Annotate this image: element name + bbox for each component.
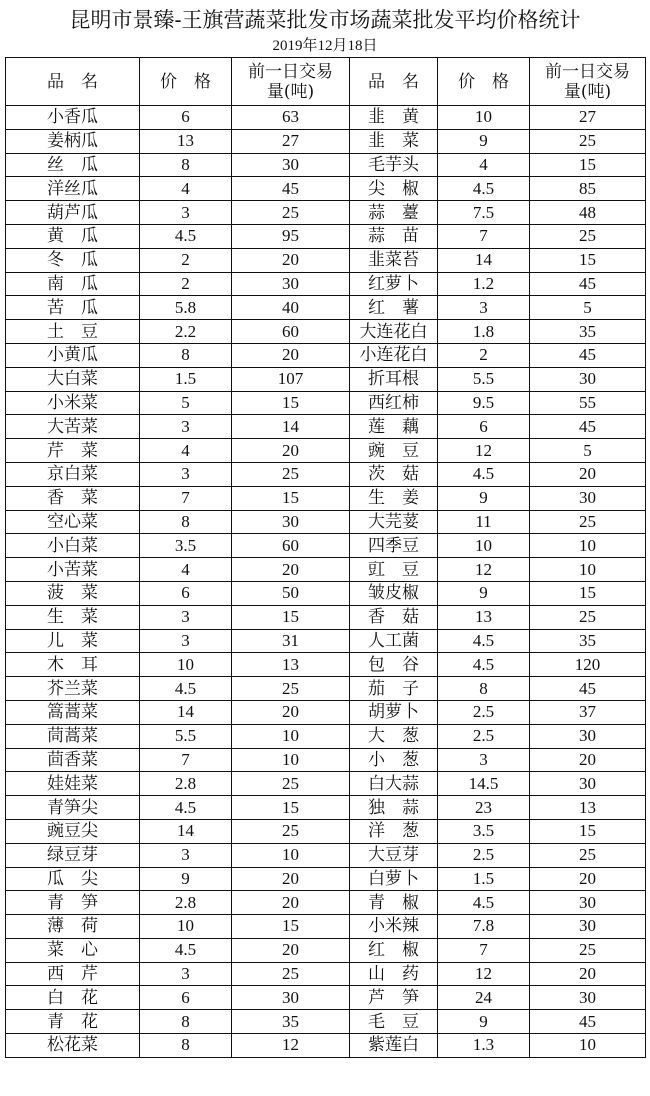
item-price-cell: 23 bbox=[438, 796, 530, 820]
item-volume-cell: 35 bbox=[530, 320, 646, 344]
item-price-cell: 14 bbox=[438, 248, 530, 272]
header-name-right: 品 名 bbox=[350, 58, 438, 106]
item-price-cell: 3 bbox=[140, 415, 232, 439]
item-volume-cell: 15 bbox=[530, 248, 646, 272]
item-name-cell: 毛芋头 bbox=[350, 153, 438, 177]
item-volume-cell: 15 bbox=[232, 605, 350, 629]
item-price-cell: 10 bbox=[438, 534, 530, 558]
item-name-cell: 丝 瓜 bbox=[6, 153, 140, 177]
item-volume-cell: 25 bbox=[232, 962, 350, 986]
item-volume-cell: 15 bbox=[232, 796, 350, 820]
item-name-cell: 青 花 bbox=[6, 1010, 140, 1034]
item-price-cell: 4.5 bbox=[140, 938, 232, 962]
item-name-cell: 莲 藕 bbox=[350, 415, 438, 439]
item-price-cell: 1.8 bbox=[438, 320, 530, 344]
item-name-cell: 小白菜 bbox=[6, 534, 140, 558]
item-name-cell: 葫芦瓜 bbox=[6, 201, 140, 225]
item-volume-cell: 60 bbox=[232, 320, 350, 344]
table-row bbox=[6, 724, 646, 748]
table-row bbox=[6, 415, 646, 439]
item-volume-cell: 45 bbox=[530, 272, 646, 296]
item-volume-cell: 15 bbox=[530, 581, 646, 605]
item-price-cell: 2 bbox=[140, 248, 232, 272]
item-name-cell: 皱皮椒 bbox=[350, 581, 438, 605]
header-price-left: 价 格 bbox=[140, 58, 232, 106]
table-row bbox=[6, 296, 646, 320]
table-row bbox=[6, 177, 646, 201]
table-row bbox=[6, 819, 646, 843]
item-price-cell: 2.5 bbox=[438, 724, 530, 748]
table-row bbox=[6, 986, 646, 1010]
item-price-cell: 24 bbox=[438, 986, 530, 1010]
item-price-cell: 9.5 bbox=[438, 391, 530, 415]
item-volume-cell: 25 bbox=[232, 677, 350, 701]
item-volume-cell: 45 bbox=[232, 177, 350, 201]
item-volume-cell: 20 bbox=[232, 867, 350, 891]
item-name-cell: 南 瓜 bbox=[6, 272, 140, 296]
table-row bbox=[6, 106, 646, 130]
item-volume-cell: 15 bbox=[232, 486, 350, 510]
item-volume-cell: 10 bbox=[232, 724, 350, 748]
item-name-cell: 红萝卜 bbox=[350, 272, 438, 296]
table-row bbox=[6, 605, 646, 629]
item-volume-cell: 20 bbox=[232, 343, 350, 367]
item-volume-cell: 35 bbox=[530, 629, 646, 653]
item-price-cell: 10 bbox=[140, 915, 232, 939]
item-name-cell: 苦 瓜 bbox=[6, 296, 140, 320]
item-volume-cell: 20 bbox=[232, 439, 350, 463]
item-volume-cell: 25 bbox=[530, 510, 646, 534]
item-name-cell: 茼蒿菜 bbox=[6, 724, 140, 748]
table-row bbox=[6, 891, 646, 915]
item-name-cell: 香 菇 bbox=[350, 605, 438, 629]
item-volume-cell: 45 bbox=[530, 343, 646, 367]
price-table bbox=[5, 57, 646, 1058]
item-volume-cell: 10 bbox=[530, 534, 646, 558]
item-price-cell: 4.5 bbox=[140, 796, 232, 820]
table-row bbox=[6, 653, 646, 677]
item-price-cell: 12 bbox=[438, 558, 530, 582]
item-name-cell: 娃娃菜 bbox=[6, 772, 140, 796]
item-volume-cell: 25 bbox=[530, 605, 646, 629]
item-volume-cell: 15 bbox=[232, 391, 350, 415]
item-price-cell: 6 bbox=[140, 581, 232, 605]
item-name-cell: 茨 菇 bbox=[350, 462, 438, 486]
item-name-cell: 木 耳 bbox=[6, 653, 140, 677]
table-row bbox=[6, 867, 646, 891]
item-name-cell: 青 椒 bbox=[350, 891, 438, 915]
item-price-cell: 4.5 bbox=[438, 462, 530, 486]
item-volume-cell: 25 bbox=[530, 843, 646, 867]
item-name-cell: 空心菜 bbox=[6, 510, 140, 534]
item-volume-cell: 30 bbox=[530, 724, 646, 748]
item-volume-cell: 35 bbox=[232, 1010, 350, 1034]
item-price-cell: 3 bbox=[438, 748, 530, 772]
item-price-cell: 3 bbox=[140, 962, 232, 986]
item-price-cell: 14.5 bbox=[438, 772, 530, 796]
item-price-cell: 4 bbox=[140, 177, 232, 201]
item-volume-cell: 25 bbox=[530, 938, 646, 962]
table-row bbox=[6, 153, 646, 177]
item-volume-cell: 25 bbox=[232, 201, 350, 225]
item-volume-cell: 95 bbox=[232, 224, 350, 248]
item-price-cell: 4 bbox=[438, 153, 530, 177]
item-volume-cell: 85 bbox=[530, 177, 646, 201]
table-row bbox=[6, 248, 646, 272]
item-name-cell: 豌豆尖 bbox=[6, 819, 140, 843]
item-price-cell: 4.5 bbox=[438, 653, 530, 677]
table-row bbox=[6, 129, 646, 153]
table-row bbox=[6, 462, 646, 486]
table-row bbox=[6, 938, 646, 962]
item-price-cell: 9 bbox=[140, 867, 232, 891]
table-row bbox=[6, 748, 646, 772]
item-volume-cell: 30 bbox=[232, 272, 350, 296]
item-volume-cell: 37 bbox=[530, 700, 646, 724]
item-price-cell: 5.8 bbox=[140, 296, 232, 320]
table-row bbox=[6, 534, 646, 558]
item-volume-cell: 31 bbox=[232, 629, 350, 653]
item-price-cell: 9 bbox=[438, 129, 530, 153]
item-volume-cell: 20 bbox=[530, 962, 646, 986]
item-price-cell: 5.5 bbox=[140, 724, 232, 748]
item-volume-cell: 10 bbox=[232, 843, 350, 867]
item-price-cell: 3 bbox=[140, 201, 232, 225]
item-price-cell: 4 bbox=[140, 558, 232, 582]
item-name-cell: 白大蒜 bbox=[350, 772, 438, 796]
item-price-cell: 2.5 bbox=[438, 843, 530, 867]
item-price-cell: 4.5 bbox=[140, 677, 232, 701]
item-price-cell: 14 bbox=[140, 819, 232, 843]
item-name-cell: 包 谷 bbox=[350, 653, 438, 677]
item-name-cell: 小香瓜 bbox=[6, 106, 140, 130]
item-volume-cell: 15 bbox=[530, 819, 646, 843]
item-volume-cell: 14 bbox=[232, 415, 350, 439]
item-name-cell: 黄 瓜 bbox=[6, 224, 140, 248]
table-row bbox=[6, 677, 646, 701]
table-row bbox=[6, 796, 646, 820]
item-price-cell: 4.5 bbox=[438, 891, 530, 915]
item-price-cell: 9 bbox=[438, 1010, 530, 1034]
item-name-cell: 篙蒿菜 bbox=[6, 700, 140, 724]
item-name-cell: 菜 心 bbox=[6, 938, 140, 962]
item-price-cell: 4.5 bbox=[438, 177, 530, 201]
item-volume-cell: 40 bbox=[232, 296, 350, 320]
item-name-cell: 茴香菜 bbox=[6, 748, 140, 772]
item-price-cell: 2.8 bbox=[140, 772, 232, 796]
item-volume-cell: 30 bbox=[530, 486, 646, 510]
item-volume-cell: 12 bbox=[232, 1034, 350, 1058]
item-price-cell: 2.2 bbox=[140, 320, 232, 344]
item-price-cell: 2 bbox=[140, 272, 232, 296]
item-volume-cell: 107 bbox=[232, 367, 350, 391]
item-name-cell: 大苦菜 bbox=[6, 415, 140, 439]
item-name-cell: 茄 子 bbox=[350, 677, 438, 701]
item-name-cell: 小 葱 bbox=[350, 748, 438, 772]
item-name-cell: 白萝卜 bbox=[350, 867, 438, 891]
item-price-cell: 3 bbox=[140, 629, 232, 653]
item-price-cell: 2.8 bbox=[140, 891, 232, 915]
item-price-cell: 8 bbox=[140, 153, 232, 177]
item-price-cell: 4.5 bbox=[438, 629, 530, 653]
item-name-cell: 蒜 薹 bbox=[350, 201, 438, 225]
item-name-cell: 大 葱 bbox=[350, 724, 438, 748]
item-volume-cell: 30 bbox=[232, 510, 350, 534]
item-name-cell: 芹 菜 bbox=[6, 439, 140, 463]
item-price-cell: 8 bbox=[140, 1034, 232, 1058]
item-name-cell: 折耳根 bbox=[350, 367, 438, 391]
item-volume-cell: 120 bbox=[530, 653, 646, 677]
item-price-cell: 3 bbox=[140, 843, 232, 867]
item-volume-cell: 30 bbox=[530, 986, 646, 1010]
item-name-cell: 小连花白 bbox=[350, 343, 438, 367]
item-name-cell: 独 蒜 bbox=[350, 796, 438, 820]
item-volume-cell: 25 bbox=[232, 462, 350, 486]
table-row bbox=[6, 915, 646, 939]
item-price-cell: 1.2 bbox=[438, 272, 530, 296]
item-name-cell: 毛 豆 bbox=[350, 1010, 438, 1034]
item-volume-cell: 30 bbox=[530, 772, 646, 796]
item-volume-cell: 30 bbox=[530, 891, 646, 915]
item-name-cell: 白 花 bbox=[6, 986, 140, 1010]
item-price-cell: 4.5 bbox=[140, 224, 232, 248]
item-price-cell: 9 bbox=[438, 486, 530, 510]
item-price-cell: 8 bbox=[140, 343, 232, 367]
table-row bbox=[6, 391, 646, 415]
item-name-cell: 四季豆 bbox=[350, 534, 438, 558]
table-row bbox=[6, 272, 646, 296]
item-volume-cell: 55 bbox=[530, 391, 646, 415]
table-row bbox=[6, 962, 646, 986]
item-name-cell: 尖 椒 bbox=[350, 177, 438, 201]
page-title: 昆明市景臻-王旗营蔬菜批发市场蔬菜批发平均价格统计 bbox=[69, 8, 581, 32]
item-price-cell: 6 bbox=[140, 986, 232, 1010]
item-volume-cell: 20 bbox=[232, 248, 350, 272]
item-name-cell: 瓜 尖 bbox=[6, 867, 140, 891]
table-row bbox=[6, 367, 646, 391]
item-name-cell: 韭菜苔 bbox=[350, 248, 438, 272]
item-volume-cell: 10 bbox=[232, 748, 350, 772]
item-name-cell: 小苦菜 bbox=[6, 558, 140, 582]
item-volume-cell: 25 bbox=[232, 772, 350, 796]
item-name-cell: 姜柄瓜 bbox=[6, 129, 140, 153]
item-volume-cell: 20 bbox=[232, 558, 350, 582]
item-name-cell: 青笋尖 bbox=[6, 796, 140, 820]
item-volume-cell: 13 bbox=[232, 653, 350, 677]
item-volume-cell: 20 bbox=[530, 462, 646, 486]
item-name-cell: 生 菜 bbox=[6, 605, 140, 629]
item-volume-cell: 10 bbox=[530, 1034, 646, 1058]
item-price-cell: 5 bbox=[140, 391, 232, 415]
item-volume-cell: 27 bbox=[530, 106, 646, 130]
item-volume-cell: 45 bbox=[530, 1010, 646, 1034]
table-row bbox=[6, 1034, 646, 1058]
item-price-cell: 12 bbox=[438, 439, 530, 463]
item-name-cell: 小黄瓜 bbox=[6, 343, 140, 367]
item-price-cell: 14 bbox=[140, 700, 232, 724]
item-price-cell: 3.5 bbox=[438, 819, 530, 843]
item-name-cell: 西 芹 bbox=[6, 962, 140, 986]
item-price-cell: 9 bbox=[438, 581, 530, 605]
item-name-cell: 胡萝卜 bbox=[350, 700, 438, 724]
item-price-cell: 4 bbox=[140, 439, 232, 463]
item-name-cell: 大白菜 bbox=[6, 367, 140, 391]
item-volume-cell: 27 bbox=[232, 129, 350, 153]
item-price-cell: 5.5 bbox=[438, 367, 530, 391]
item-price-cell: 3 bbox=[438, 296, 530, 320]
table-row bbox=[6, 343, 646, 367]
item-price-cell: 6 bbox=[140, 106, 232, 130]
report-date: 2019年12月18日 bbox=[272, 38, 378, 54]
item-price-cell: 10 bbox=[140, 653, 232, 677]
item-name-cell: 西红柿 bbox=[350, 391, 438, 415]
item-volume-cell: 30 bbox=[232, 153, 350, 177]
item-name-cell: 生 姜 bbox=[350, 486, 438, 510]
item-name-cell: 大豆芽 bbox=[350, 843, 438, 867]
item-volume-cell: 20 bbox=[530, 748, 646, 772]
table-row bbox=[6, 320, 646, 344]
item-price-cell: 7 bbox=[438, 224, 530, 248]
item-name-cell: 香 菜 bbox=[6, 486, 140, 510]
item-volume-cell: 30 bbox=[232, 986, 350, 1010]
item-volume-cell: 25 bbox=[232, 819, 350, 843]
item-price-cell: 7.8 bbox=[438, 915, 530, 939]
item-price-cell: 11 bbox=[438, 510, 530, 534]
item-price-cell: 13 bbox=[438, 605, 530, 629]
item-price-cell: 8 bbox=[140, 1010, 232, 1034]
item-name-cell: 青 笋 bbox=[6, 891, 140, 915]
table-row bbox=[6, 224, 646, 248]
item-price-cell: 1.5 bbox=[438, 867, 530, 891]
item-volume-cell: 30 bbox=[530, 915, 646, 939]
header-volume-left: 前一日交易 量(吨) bbox=[232, 58, 350, 106]
table-row bbox=[6, 1010, 646, 1034]
item-volume-cell: 20 bbox=[232, 938, 350, 962]
item-name-cell: 大连花白 bbox=[350, 320, 438, 344]
item-volume-cell: 50 bbox=[232, 581, 350, 605]
item-name-cell: 儿 菜 bbox=[6, 629, 140, 653]
item-name-cell: 红 薯 bbox=[350, 296, 438, 320]
item-price-cell: 8 bbox=[140, 510, 232, 534]
item-name-cell: 小米辣 bbox=[350, 915, 438, 939]
item-name-cell: 洋 葱 bbox=[350, 819, 438, 843]
item-name-cell: 芥兰菜 bbox=[6, 677, 140, 701]
item-volume-cell: 63 bbox=[232, 106, 350, 130]
item-volume-cell: 48 bbox=[530, 201, 646, 225]
item-name-cell: 松花菜 bbox=[6, 1034, 140, 1058]
item-price-cell: 3 bbox=[140, 605, 232, 629]
table-row bbox=[6, 510, 646, 534]
item-price-cell: 7 bbox=[438, 938, 530, 962]
item-volume-cell: 15 bbox=[530, 153, 646, 177]
item-price-cell: 7 bbox=[140, 748, 232, 772]
item-name-cell: 豇 豆 bbox=[350, 558, 438, 582]
item-name-cell: 冬 瓜 bbox=[6, 248, 140, 272]
item-name-cell: 芦 笋 bbox=[350, 986, 438, 1010]
item-name-cell: 人工菌 bbox=[350, 629, 438, 653]
item-price-cell: 6 bbox=[438, 415, 530, 439]
item-price-cell: 1.3 bbox=[438, 1034, 530, 1058]
item-volume-cell: 5 bbox=[530, 439, 646, 463]
item-name-cell: 红 椒 bbox=[350, 938, 438, 962]
item-name-cell: 韭 黄 bbox=[350, 106, 438, 130]
table-row bbox=[6, 772, 646, 796]
header-volume-right: 前一日交易 量(吨) bbox=[530, 58, 646, 106]
item-name-cell: 韭 菜 bbox=[350, 129, 438, 153]
item-name-cell: 土 豆 bbox=[6, 320, 140, 344]
item-name-cell: 豌 豆 bbox=[350, 439, 438, 463]
table-row bbox=[6, 558, 646, 582]
item-price-cell: 8 bbox=[438, 677, 530, 701]
item-name-cell: 紫莲白 bbox=[350, 1034, 438, 1058]
item-price-cell: 12 bbox=[438, 962, 530, 986]
item-name-cell: 大芫荽 bbox=[350, 510, 438, 534]
item-volume-cell: 5 bbox=[530, 296, 646, 320]
item-price-cell: 3.5 bbox=[140, 534, 232, 558]
table-row bbox=[6, 201, 646, 225]
item-price-cell: 3 bbox=[140, 462, 232, 486]
item-volume-cell: 25 bbox=[530, 129, 646, 153]
item-volume-cell: 15 bbox=[232, 915, 350, 939]
table-row bbox=[6, 581, 646, 605]
item-name-cell: 洋丝瓜 bbox=[6, 177, 140, 201]
header-name-left: 品 名 bbox=[6, 58, 140, 106]
item-price-cell: 2.5 bbox=[438, 700, 530, 724]
table-row bbox=[6, 843, 646, 867]
item-price-cell: 2 bbox=[438, 343, 530, 367]
item-price-cell: 13 bbox=[140, 129, 232, 153]
item-price-cell: 10 bbox=[438, 106, 530, 130]
item-name-cell: 菠 菜 bbox=[6, 581, 140, 605]
item-volume-cell: 20 bbox=[232, 700, 350, 724]
item-name-cell: 薄 荷 bbox=[6, 915, 140, 939]
table-header-row bbox=[6, 58, 646, 106]
item-volume-cell: 25 bbox=[530, 224, 646, 248]
item-volume-cell: 13 bbox=[530, 796, 646, 820]
table-body bbox=[6, 106, 646, 1058]
table-row bbox=[6, 439, 646, 463]
item-volume-cell: 45 bbox=[530, 677, 646, 701]
item-price-cell: 7.5 bbox=[438, 201, 530, 225]
item-name-cell: 京白菜 bbox=[6, 462, 140, 486]
item-price-cell: 1.5 bbox=[140, 367, 232, 391]
item-volume-cell: 10 bbox=[530, 558, 646, 582]
table-row bbox=[6, 700, 646, 724]
header-price-right: 价 格 bbox=[438, 58, 530, 106]
item-name-cell: 山 药 bbox=[350, 962, 438, 986]
item-volume-cell: 20 bbox=[232, 891, 350, 915]
table-row bbox=[6, 629, 646, 653]
item-volume-cell: 30 bbox=[530, 367, 646, 391]
item-name-cell: 绿豆芽 bbox=[6, 843, 140, 867]
item-volume-cell: 45 bbox=[530, 415, 646, 439]
table-row bbox=[6, 486, 646, 510]
item-volume-cell: 20 bbox=[530, 867, 646, 891]
item-price-cell: 7 bbox=[140, 486, 232, 510]
item-volume-cell: 60 bbox=[232, 534, 350, 558]
item-name-cell: 蒜 苗 bbox=[350, 224, 438, 248]
item-name-cell: 小米菜 bbox=[6, 391, 140, 415]
